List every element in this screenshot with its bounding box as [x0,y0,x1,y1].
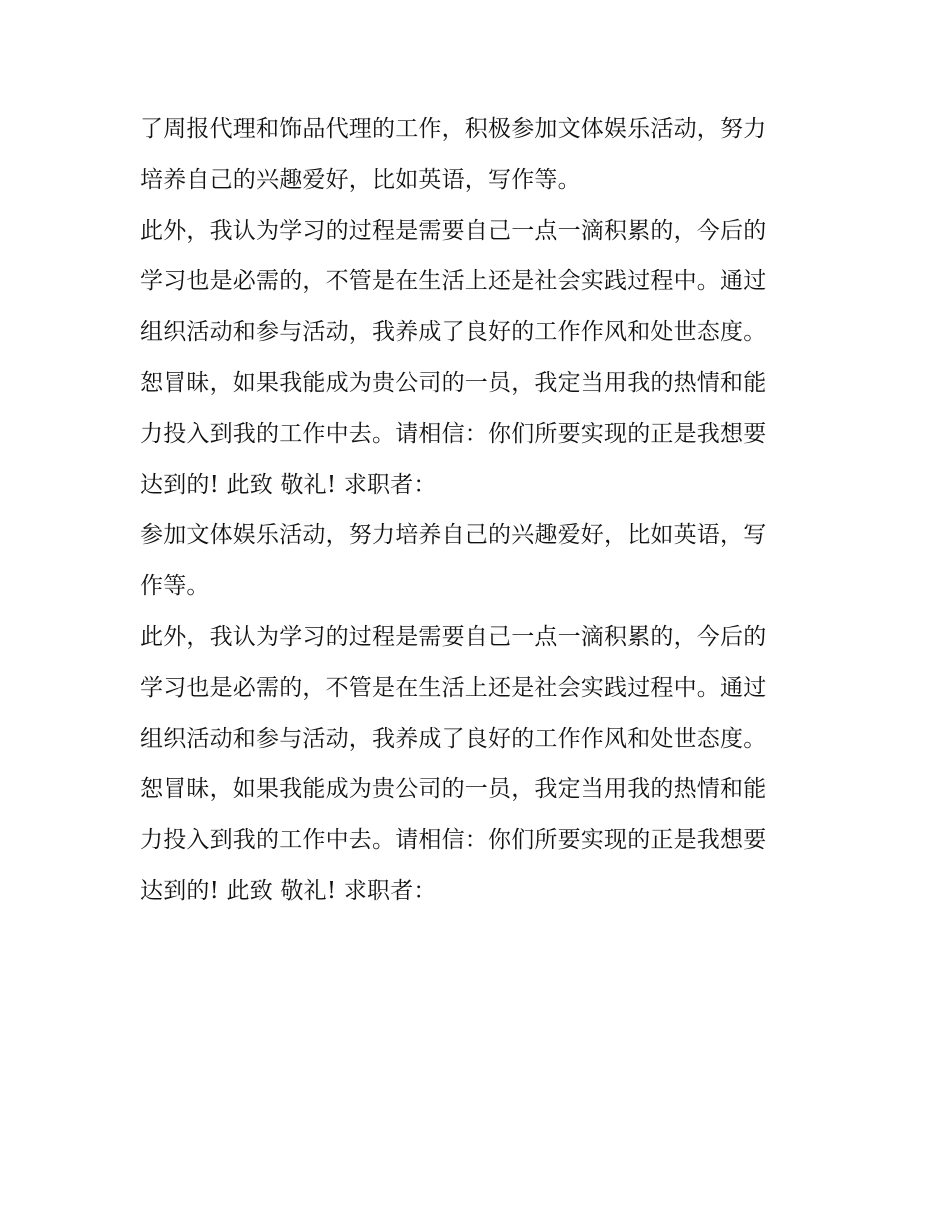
document-body [140,104,820,917]
text-line: 组织活动和参与活动，我养成了良好的工作作风和处世态度。 [140,319,767,346]
text-line: 培养自己的兴趣爱好，比如英语，写作等。 [140,166,581,193]
text-line: 此外，我认为学习的过程是需要自己一点一滴积累的，今后的 [140,623,767,650]
text-line: 了周报代理和饰品代理的工作，积极参加文体娱乐活动，努力 [140,116,767,142]
text-line: 作等。 [140,573,210,600]
text-line: 力投入到我的工作中去。请相信：你们所要实现的正是我想要 [140,420,767,447]
text-line: 恕冒昧，如果我能成为贵公司的一员，我定当用我的热情和能 [140,369,767,396]
text-line: 达到的! 此致 敬礼! 求职者： [140,877,437,904]
text-line: 参加文体娱乐活动，努力培养自己的兴趣爱好，比如英语，写 [140,522,767,549]
text-line: 组织活动和参与活动，我养成了良好的工作作风和处世态度。 [140,725,767,752]
text-line: 学习也是必需的，不管是在生活上还是社会实践过程中。通过 [140,674,767,701]
text-line: 恕冒昧，如果我能成为贵公司的一员，我定当用我的热情和能 [140,776,767,803]
text-line: 达到的! 此致 敬礼! 求职者： [140,471,437,498]
text-line: 学习也是必需的，不管是在生活上还是社会实践过程中。通过 [140,268,767,295]
text-line: 此外，我认为学习的过程是需要自己一点一滴积累的，今后的 [140,217,767,244]
text-line: 力投入到我的工作中去。请相信：你们所要实现的正是我想要 [140,827,767,854]
